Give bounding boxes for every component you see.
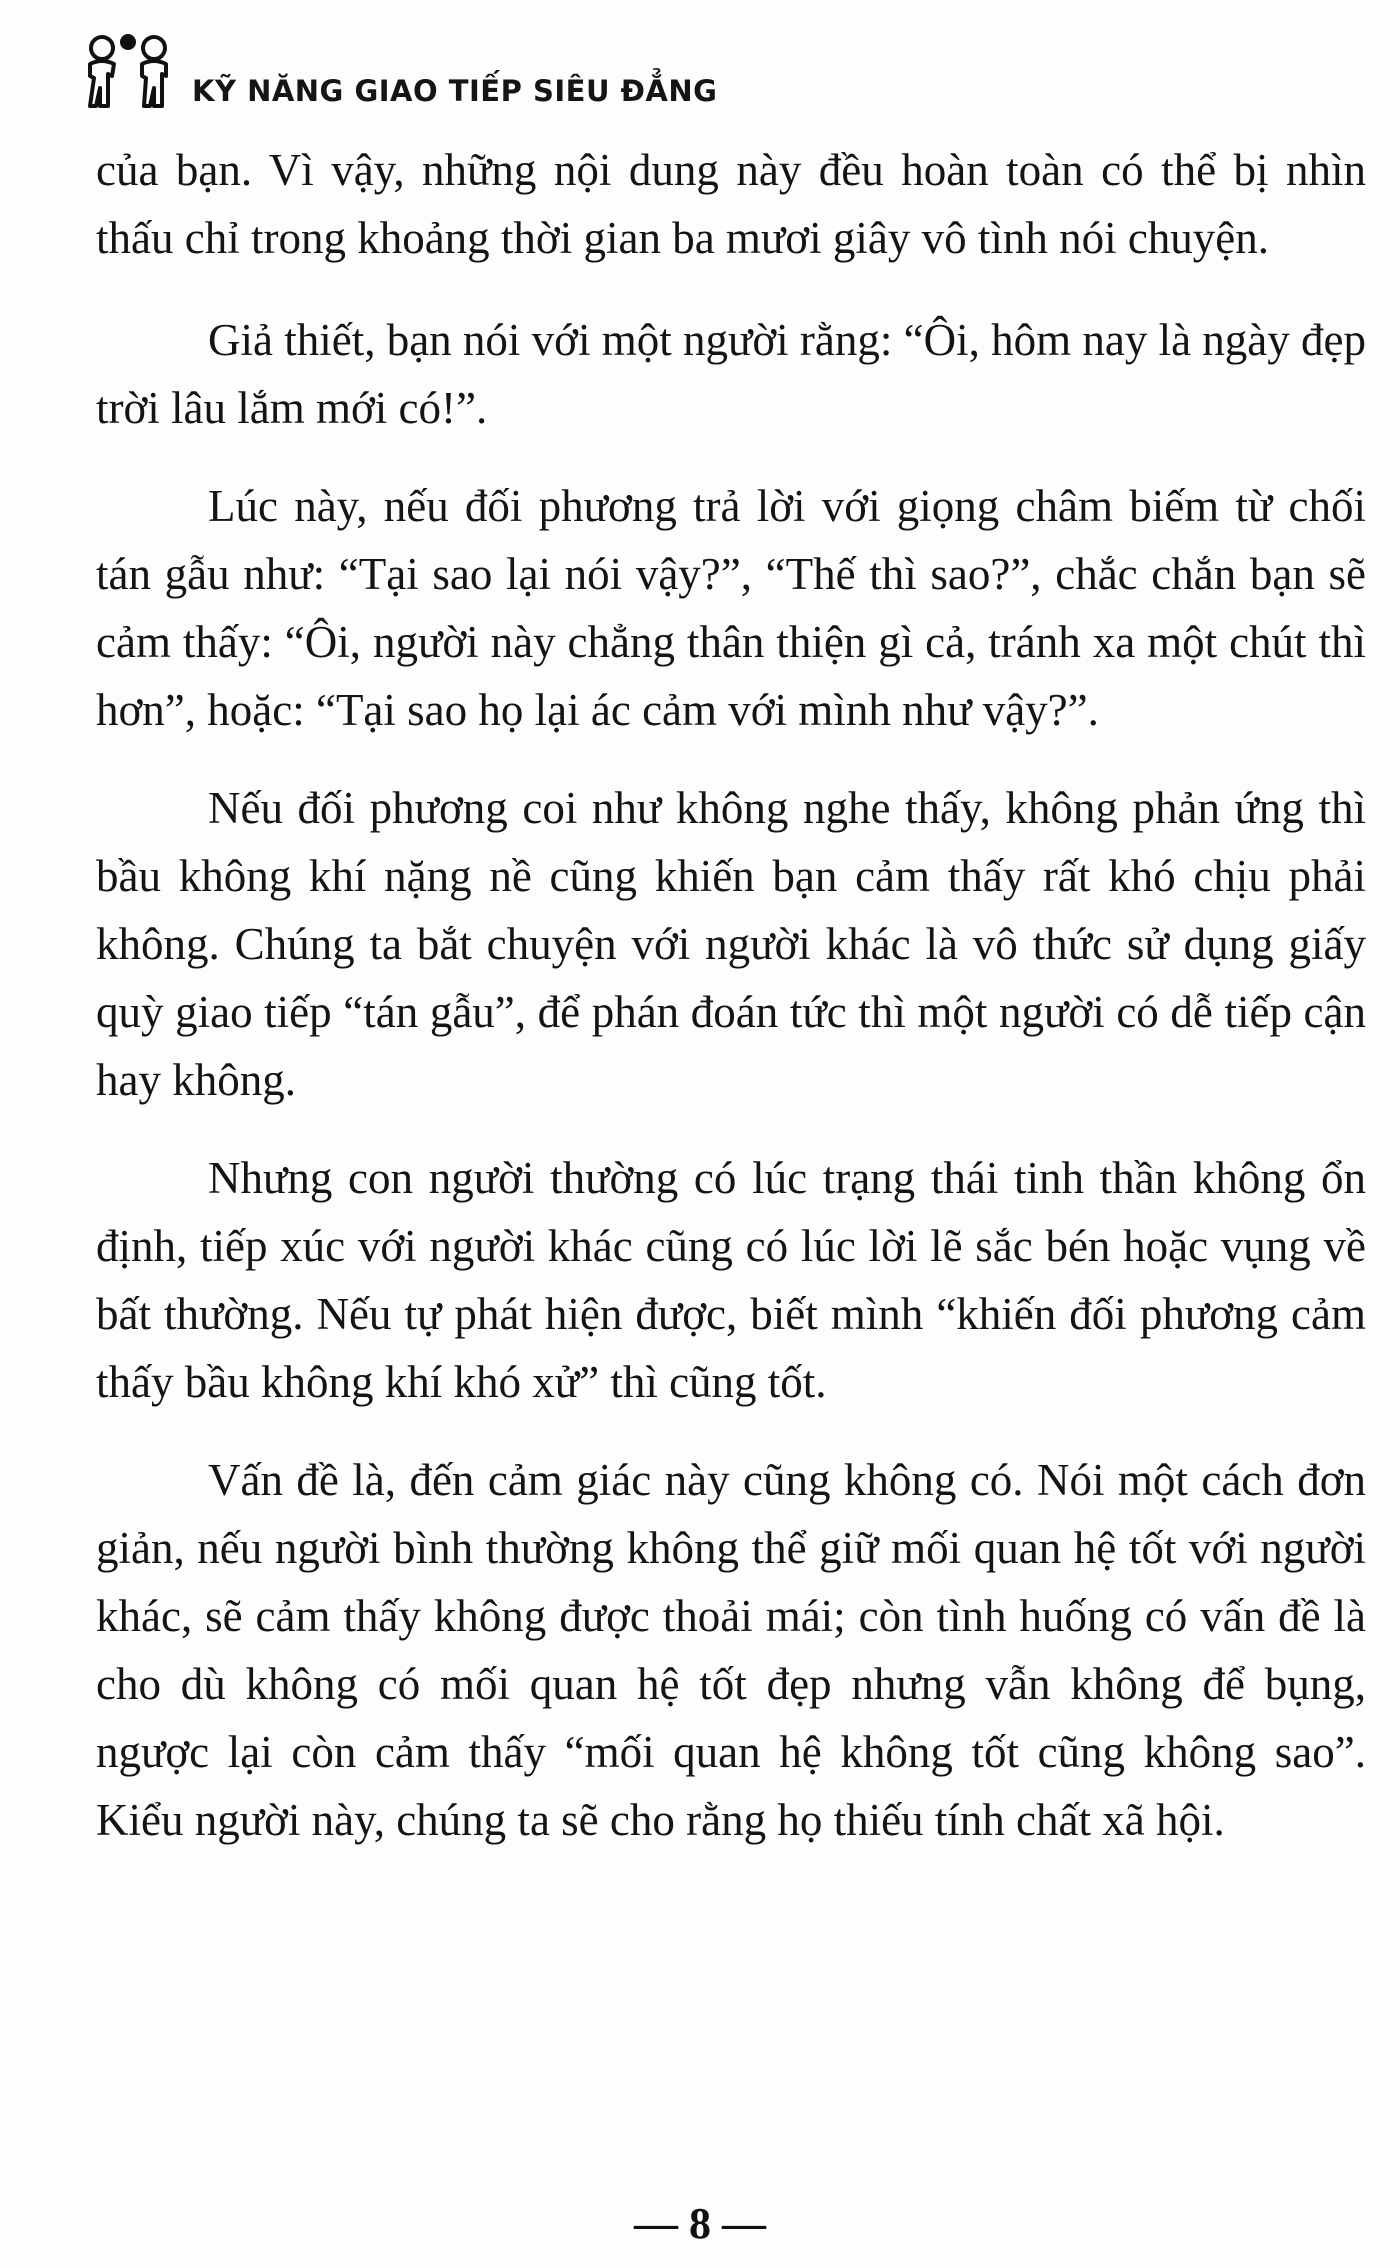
page-body [96,136,1366,1884]
running-header [78,22,717,112]
paragraph: Vấn đề là, đến cảm giác này cũng không có. Nói một cách đơn giản, nếu người bình thường không thể giữ mối quan hệ tốt với người khác, sẽ cảm thấy không được thoải mái; còn tình huống có vấn đề là cho dù không có mối quan hệ tốt đẹp nhưng vẫn không để bụng, ngược lại còn cảm thấy “mối quan hệ không tốt cũng không sao”. Kiểu người này, chúng ta sẽ cho rằng họ thiếu tính chất xã hội. [96,1455,1366,1845]
paragraph: Nhưng con người thường có lúc trạng thái tinh thần không ổn định, tiếp xúc với người khác cũng có lúc lời lẽ sắc bén hoặc vụng về bất thường. Nếu tự phát hiện được, biết mình “khiến đối phương cảm thấy bầu không khí khó xử” thì cũng tốt. [96,1153,1366,1407]
book-title: KỸ NĂNG GIAO TIẾP SIÊU ĐẲNG [192,74,718,108]
paragraph: Lúc này, nếu đối phương trả lời với giọng châm biếm từ chối tán gẫu như: “Tại sao lại nói vậy?”, “Thế thì sao?”, chắc chắn bạn sẽ cảm thấy: “Ôi, người này chẳng thân thiện gì cả, tránh xa một chút thì hơn”, hoặc: “Tại sao họ lại ác cảm với mình như vậy?”. [96,481,1366,735]
paragraph: Nếu đối phương coi như không nghe thấy, không phản ứng thì bầu không khí nặng nề cũng khiến bạn cảm thấy rất khó chịu phải không. Chúng ta bắt chuyện với người khác là vô thức sử dụng giấy quỳ giao tiếp “tán gẫu”, để phán đoán tức thì một người có dễ tiếp cận hay không. [96,783,1366,1105]
paragraph: của bạn. Vì vậy, những nội dung này đều hoàn toàn có thể bị nhìn thấu chỉ trong khoảng thời gian ba mươi giây vô tình nói chuyện. [96,145,1366,263]
page-number: — 8 — [634,2199,766,2248]
two-people-icon [78,30,178,112]
paragraph: Giả thiết, bạn nói với một người rằng: “Ôi, hôm nay là ngày đẹp trời lâu lắm mới có!”. [96,315,1367,433]
